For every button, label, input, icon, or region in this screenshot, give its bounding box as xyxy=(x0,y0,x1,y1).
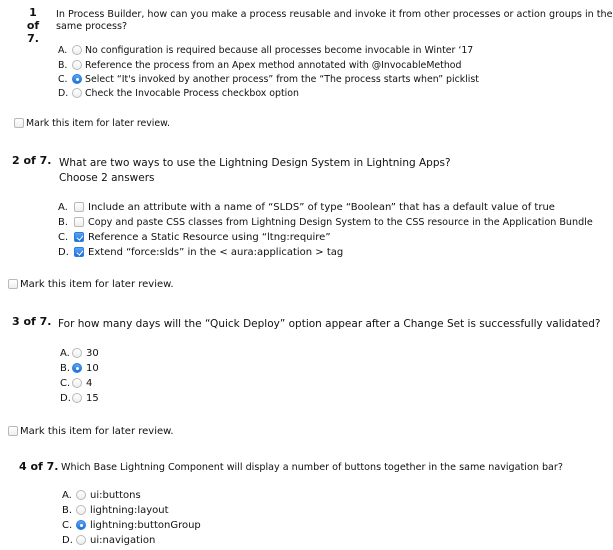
option-label: Reference the process from an Apex method annotated with @InvocableMethod xyxy=(85,59,462,71)
review-label: Mark this item for later review. xyxy=(20,425,174,437)
answer-option-c[interactable] xyxy=(62,518,201,532)
radio-button[interactable] xyxy=(72,45,82,55)
option-label: Include an attribute with a name of “SLDS” of type “Boolean” that has a default value of true xyxy=(88,201,555,213)
answer-option-c[interactable] xyxy=(58,72,479,86)
answer-count-hint: Choose 2 answers xyxy=(59,172,155,184)
question-prompt-line2: same process? xyxy=(56,21,128,32)
answer-option-a[interactable] xyxy=(58,200,555,214)
mark-for-review[interactable] xyxy=(14,116,170,130)
answer-checkbox-checked[interactable] xyxy=(74,232,84,242)
option-label: Check the Invocable Process checkbox option xyxy=(85,87,299,99)
radio-button[interactable] xyxy=(76,505,86,515)
option-label: Select “It's invoked by another process” from the “The process starts when” picklist xyxy=(85,73,479,85)
radio-button[interactable] xyxy=(72,378,82,388)
answer-option-d[interactable] xyxy=(58,245,343,259)
radio-button-selected[interactable] xyxy=(76,520,86,530)
question-number xyxy=(22,6,42,45)
radio-button-selected[interactable] xyxy=(72,74,82,84)
answer-option-a[interactable] xyxy=(58,43,473,57)
radio-button-selected[interactable] xyxy=(72,363,82,373)
answer-checkbox[interactable] xyxy=(74,202,84,212)
question-number-label: 3 of 7. xyxy=(12,315,52,328)
option-letter: C. xyxy=(58,73,68,85)
review-checkbox[interactable] xyxy=(14,118,24,128)
answer-option-a[interactable] xyxy=(60,346,99,360)
option-letter: B. xyxy=(60,362,71,374)
option-letter: A. xyxy=(60,347,70,359)
option-letter: C. xyxy=(60,377,71,389)
option-letter: A. xyxy=(62,489,72,501)
review-label: Mark this item for later review. xyxy=(26,117,170,129)
question-number-label: 1 of 7. xyxy=(26,6,40,45)
option-letter: B. xyxy=(58,216,69,228)
question-prompt: Which Base Lightning Component will display a number of buttons together in the same navigation bar? xyxy=(61,462,563,473)
radio-button[interactable] xyxy=(76,490,86,500)
option-label: ui:navigation xyxy=(90,534,156,546)
question-number xyxy=(19,460,59,473)
option-label: lightning:layout xyxy=(90,504,169,516)
answer-option-c[interactable] xyxy=(60,376,92,390)
question-number xyxy=(12,154,52,167)
option-label: Extend “force:slds” in the < aura:application > tag xyxy=(88,246,344,258)
option-letter: A. xyxy=(58,44,68,56)
answer-option-b[interactable] xyxy=(58,58,461,72)
option-label: 4 xyxy=(86,377,93,389)
option-letter: B. xyxy=(62,504,73,516)
review-label: Mark this item for later review. xyxy=(20,278,174,290)
radio-button[interactable] xyxy=(72,88,82,98)
answer-option-c[interactable] xyxy=(58,230,331,244)
question-prompt: What are two ways to use the Lightning Design System in Lightning Apps? xyxy=(59,157,451,169)
option-label: 30 xyxy=(86,347,99,359)
review-checkbox[interactable] xyxy=(8,279,18,289)
option-label: 15 xyxy=(86,392,99,404)
mark-for-review[interactable] xyxy=(8,424,174,438)
radio-button[interactable] xyxy=(72,60,82,70)
option-label: ui:buttons xyxy=(90,489,141,501)
answer-option-b[interactable] xyxy=(60,361,99,375)
answer-option-d[interactable] xyxy=(62,533,155,547)
option-letter: C. xyxy=(62,519,73,531)
radio-button[interactable] xyxy=(72,393,82,403)
option-letter: B. xyxy=(58,59,68,71)
question-number-label: 2 of 7. xyxy=(12,154,52,167)
option-letter: D. xyxy=(60,392,71,404)
question-prompt-line1: In Process Builder, how can you make a process reusable and invoke it from other processes or action groups in the xyxy=(56,9,613,20)
review-checkbox[interactable] xyxy=(8,426,18,436)
option-letter: D. xyxy=(58,87,69,99)
option-letter: D. xyxy=(62,534,73,546)
answer-option-b[interactable] xyxy=(58,215,593,229)
answer-option-b[interactable] xyxy=(62,503,169,517)
option-letter: A. xyxy=(58,201,68,213)
answer-checkbox[interactable] xyxy=(74,217,84,227)
option-label: Copy and paste CSS classes from Lightning Design System to the CSS resource in the Application Bundle xyxy=(88,216,593,228)
answer-checkbox-checked[interactable] xyxy=(74,247,84,257)
option-letter: C. xyxy=(58,231,69,243)
option-label: No configuration is required because all processes become invocable in Winter ‘17 xyxy=(85,44,474,56)
question-prompt: For how many days will the “Quick Deploy” option appear after a Change Set is successfully validated? xyxy=(58,318,601,330)
option-label: lightning:buttonGroup xyxy=(90,519,201,531)
answer-option-a[interactable] xyxy=(62,488,141,502)
option-letter: D. xyxy=(58,246,69,258)
answer-option-d[interactable] xyxy=(60,391,99,405)
option-label: 10 xyxy=(86,362,99,374)
question-number xyxy=(12,315,52,328)
answer-option-d[interactable] xyxy=(58,86,299,100)
radio-button[interactable] xyxy=(72,348,82,358)
option-label: Reference a Static Resource using “ltng:require” xyxy=(88,231,331,243)
mark-for-review[interactable] xyxy=(8,277,174,291)
question-number-label: 4 of 7. xyxy=(19,460,59,473)
radio-button[interactable] xyxy=(76,535,86,545)
